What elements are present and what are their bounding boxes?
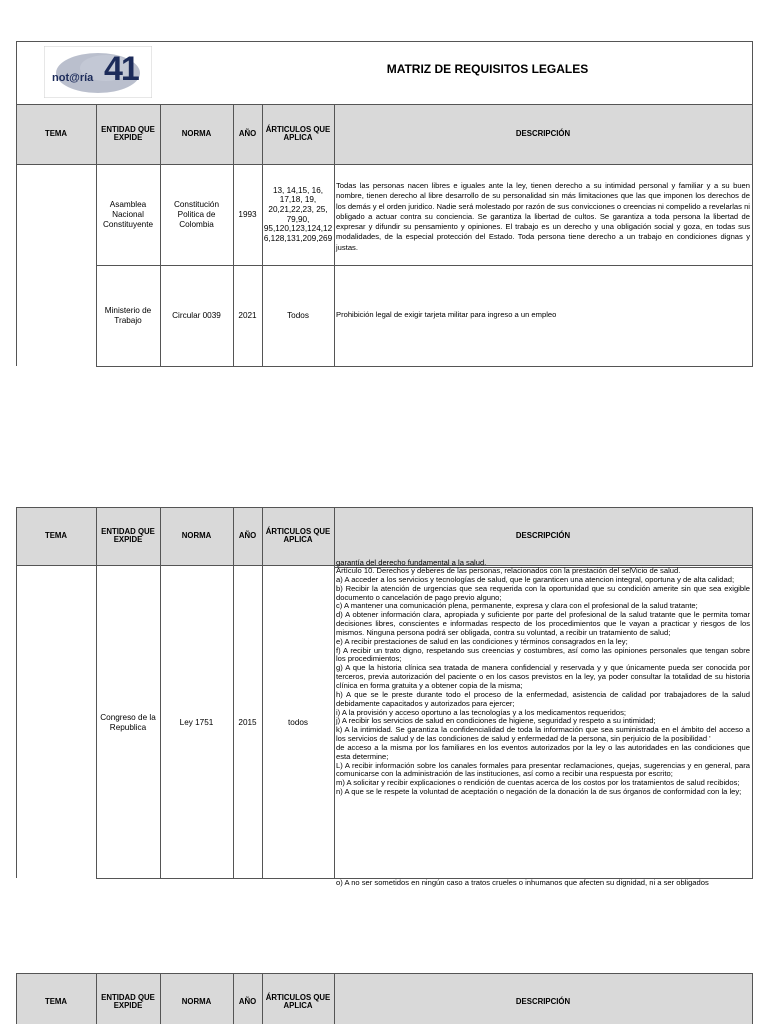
row1-norma: Constitución Politica de Colombia	[173, 199, 220, 229]
row3-articulos: todos	[287, 717, 309, 727]
row3-norma: Ley 1751	[179, 717, 214, 727]
col-header-articulos: ÁRTICULOS QUE APLICA	[265, 526, 331, 544]
row3-descripcion	[334, 567, 752, 878]
col-header-anio: AÑO	[238, 530, 257, 540]
desc-line: j) A recibir los servicios de salud en condiciones de higiene, seguridad y respeto a su intimidad;	[336, 716, 656, 726]
row3-descripcion-top: garantía del derecho fundamental a la salud.	[336, 558, 487, 567]
row2-norma: Circular 0039	[172, 310, 221, 320]
col-header-entidad: ENTIDAD QUE EXPIDE	[101, 992, 155, 1010]
page-title: MATRIZ DE REQUISITOS LEGALES	[386, 62, 589, 76]
col-header-descripcion: DESCRIPCIÓN	[515, 530, 571, 540]
col-header-descripcion: DESCRIPCIÓN	[515, 128, 571, 138]
row1-entidad: Asamblea Nacional Constituyente	[102, 199, 154, 229]
col-header-norma: NORMA	[181, 128, 212, 138]
col-header-tema: TEMA	[44, 996, 68, 1006]
logo-number: 41	[104, 50, 138, 88]
col-header-anio: AÑO	[238, 996, 257, 1006]
col-header-tema: TEMA	[44, 530, 68, 540]
desc-line: i) A la provisión y acceso oportuno a las tecnologías y a los medicamentos requeridos;	[336, 707, 626, 717]
desc-line: c) A mantener una comunicación plena, permanente, expresa y clara con el profesional de la salud tratante;	[336, 601, 698, 611]
desc-line: Artículo 10. Derechos y deberes de las personas, relacionados con la prestación del selVicio de salud.	[336, 567, 681, 575]
desc-line: d) A obtener información clara, apropiada y suficiente por parte del profesional de la salud tratante que le permita tomar decisiones libres, conscientes e informadas respecto de los procedimientos que le vayan a practicar y riesgos de los mismos. Ninguna persona podrá ser obligada, contra su voluntad, a recibir un tratamiento de salud;	[336, 610, 750, 637]
desc-line: k) A la intimidad. Se garantiza la confidencialidad de toda la información que sea suministrada en el ámbito del acceso a los servicios de salud y de las condiciones de salud y enfermedad de la persona, sin perjuicio de la posibilidad '	[336, 725, 750, 744]
col-header-descripcion: DESCRIPCIÓN	[515, 996, 571, 1006]
row2-entidad: Ministerio de Trabajo	[104, 305, 152, 325]
col-header-norma: NORMA	[181, 996, 212, 1006]
desc-line: n) A que se le respete la voluntad de aceptación o negación de la donación la de sus órganos de conformidad con la ley;	[336, 787, 742, 797]
logo-text: not@ría	[52, 72, 94, 84]
col-header-entidad: ENTIDAD QUE EXPIDE	[101, 526, 155, 544]
desc-line: e) A recibir prestaciones de salud en las condiciones y términos consagrados en la ley;	[336, 636, 628, 646]
row2-descripcion: Prohibición legal de exigir tarjeta militar para ingreso a un empleo	[336, 311, 557, 319]
col-header-anio: AÑO	[238, 128, 257, 138]
row1-articulos: 13, 14,15, 16, 17,18, 19, 20,21,22,23, 25, 79,90, 95,120,123,124,12 6,128,131,209,269	[263, 185, 333, 243]
desc-line: g) A que la historia clínica sea tratada de manera confidencial y reservada y y que únicamente pueda ser conocida por terceros, previa autorización del paciente o en los casos previstos en la ley, ya poder consultar la totalidad de su historia clínica en forma gratuita y a obtener copia de la misma;	[336, 663, 750, 690]
desc-line: de acceso a la misma por los familiares en los eventos autorizados por la ley o las autoridades en las condiciones que esta determine;	[336, 742, 750, 761]
desc-line: m) A solicitar y recibir explicaciones o rendición de cuentas acerca de los costos por los tratamientos de salud recibidos;	[336, 778, 740, 788]
desc-line: h) A que se le preste durante todo el proceso de la enfermedad, asistencia de calidad por trabajadores de la salud debidamente capacitados y autorizados para ejercer;	[336, 689, 750, 708]
row3-entidad: Congreso de la Republica	[100, 712, 156, 732]
row2-anio: 2021	[238, 310, 257, 320]
desc-line: f) A recibir un trato digno, respetando sus creencias y costumbres, así como las opiniones personales que tengan sobre los procedimientos;	[336, 645, 750, 664]
row3-anio: 2015	[238, 717, 257, 727]
col-header-norma: NORMA	[181, 530, 212, 540]
row3-descripcion-bottom: o) A no ser sometidos en ningún caso a tratos crueles o inhumanos que afecten su dignidad, ni a ser obligados	[336, 878, 709, 887]
col-header-articulos: ÁRTICULOS QUE APLICA	[265, 124, 331, 142]
row1-descripcion: Todas las personas nacen libres e iguales ante la ley, tienen derecho a su intimidad personal y familiar y a su buen nombre, tienen derecho al libre desarrollo de su personalidad sin más limitaciones que las que imponen los derechos de los demás y el orden juridico. Nadie será molestado por razón de sus convicciones o creencias ni compelido a revelarlas ni obligado a actuar contra su conciencia. Se garantiza la libertad de cultos. Se garantiza a toda persona la libertad de expresar y difundir su pensamiento y opiniones. El trabajo es un derecho y una obligación social y goza, en todas sus modalidades, de la especial protección del Estado. Toda persona tiene derecho a un trabajo en condiciones dignas y justas.	[336, 181, 750, 252]
desc-line: a) A acceder a los servicios y tecnologías de salud, que le garanticen una atencion integral, oportuna y de alta calidad;	[336, 574, 735, 584]
col-header-articulos: ÁRTICULOS QUE APLICA	[265, 992, 331, 1010]
notaria-logo	[44, 46, 152, 98]
row2-articulos: Todos	[287, 310, 309, 320]
col-header-tema: TEMA	[44, 128, 68, 138]
desc-line: b) Recibir la atención de urgencias que sea requerida con la oportunidad que su condición amerite sin que sea exigible documento o cancelación de pago previo alguno;	[336, 583, 750, 602]
col-header-entidad: ENTIDAD QUE EXPIDE	[101, 124, 155, 142]
row1-anio: 1993	[238, 209, 257, 219]
desc-line: L) A recibir información sobre los canales formales para presentar reclamaciones, quejas, sugerencias y en general, para comunicarse con la administración de las instituciones, así como a recibir una respuesta por escrito;	[336, 760, 750, 779]
